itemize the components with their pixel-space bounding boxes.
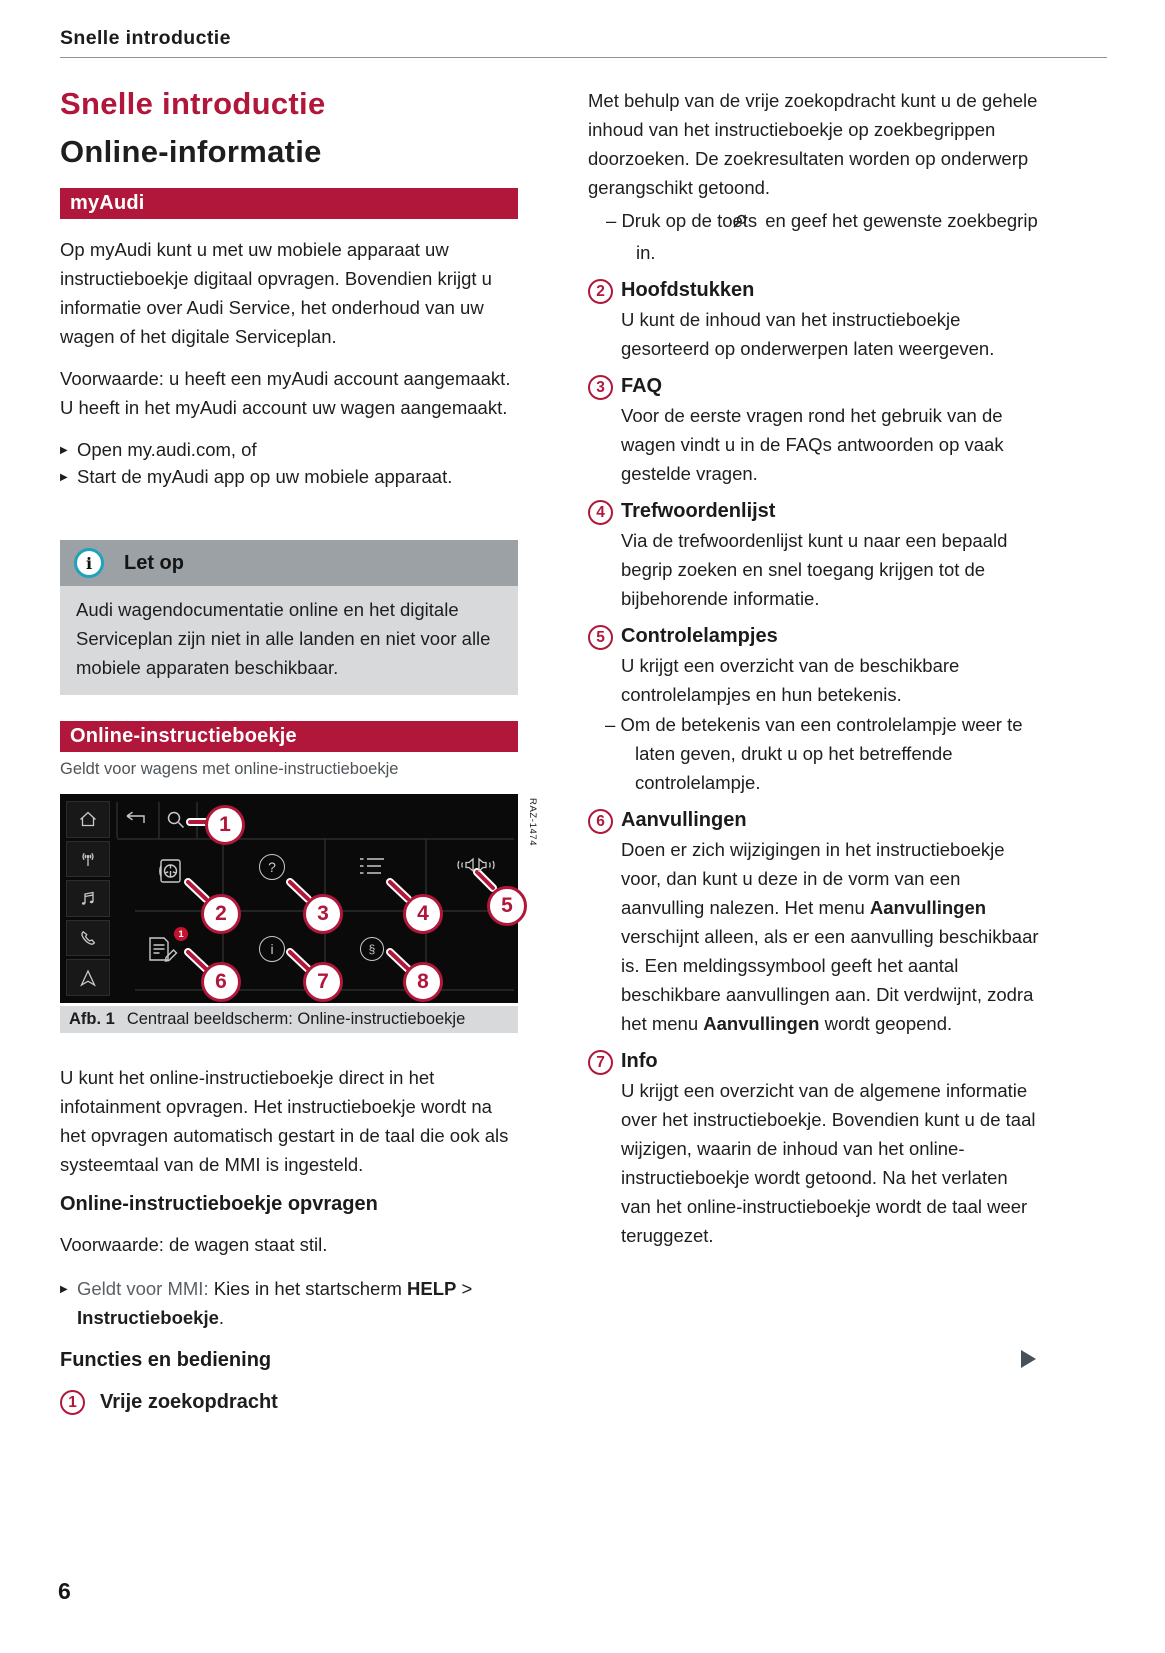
legend-body-7: U krijgt een overzicht van de algemene informatie over het instructieboekje. Bovendien kunt u de taal wijzigen, waarin de inhoud van het online-instructieboekje wordt getoond. Na het verlaten van het online-instructieboekje wordt de taal weer teruggezet. — [621, 1080, 1036, 1246]
callout-7: 7 — [303, 962, 343, 1002]
legend-title-6: Aanvullingen — [621, 809, 747, 831]
legend-number-3: 3 — [588, 375, 613, 400]
mmi-scope-label: Geldt voor MMI: — [77, 1278, 209, 1299]
legend-item-7 — [588, 1046, 1040, 1250]
left-column — [60, 86, 538, 1415]
paragraph-voorwaarde: Voorwaarde: u heeft een myAudi account aangemaakt. U heeft in het myAudi account uw wagen aangemaakt. — [60, 368, 511, 418]
legend-label-1: Vrije zoekopdracht — [100, 1391, 278, 1413]
bullet-item-start-app: ▶ Start de myAudi app op uw mobiele apparaat. — [60, 463, 518, 490]
figure-caption-text: Centraal beeldscherm: Online-instructieboekje — [126, 1010, 466, 1028]
page-number: 6 — [58, 1578, 71, 1604]
search-step — [588, 206, 1040, 267]
note-title: Let op — [124, 551, 184, 574]
menu-name-aanvullingen: Aanvullingen — [703, 1013, 820, 1034]
warning-lamps-icon — [456, 853, 496, 882]
callout-1: 1 — [205, 805, 245, 845]
menu-name-aanvullingen: Aanvullingen — [869, 897, 987, 918]
legend-body-2: U kunt de inhoud van het instructieboekje gesorteerd op onderwerpen laten weergeven. — [621, 309, 995, 359]
legend-number-1: 1 — [60, 1390, 85, 1415]
paragraph-myaudi: Op myAudi kunt u met uw mobiele apparaat uw instructieboekje digitaal opvragen. Bovendien krijgt u informatie over Audi Service, het onderhoud van uw wagen of het digitale Serviceplan. — [60, 239, 492, 347]
legend-number-7: 7 — [588, 1050, 613, 1075]
paragraph-direct: U kunt het online-instructieboekje direct in het infotainment opvragen. Het instructieboekje wordt na het opvragen automatisch gestart in de taal die ook als systeemtaal van de MMI is ingesteld. — [60, 1067, 509, 1175]
index-list-icon — [357, 854, 387, 883]
online-manual-banner: Online-instructieboekje — [60, 721, 518, 752]
body-6-text: wordt geopend. — [819, 1013, 953, 1034]
myaudi-banner: myAudi — [60, 188, 518, 219]
bullet-list — [60, 436, 518, 490]
callout-8: 8 — [403, 962, 443, 1002]
callout-3: 3 — [303, 894, 343, 934]
note-box — [60, 540, 518, 695]
info-menu-icon — [259, 936, 285, 962]
legend-item-5 — [588, 621, 1040, 797]
section-title: Snelle introductie — [60, 86, 326, 121]
figure-caption-label: Afb. 1 — [69, 1010, 115, 1028]
search-step-pre: Druk op de toets — [621, 210, 758, 231]
legend-title-2: Hoofdstukken — [621, 279, 755, 301]
search-icon — [164, 808, 188, 837]
legend-title-4: Trefwoordenlijst — [621, 500, 776, 522]
faq-icon — [259, 854, 285, 880]
legend-body-4: Via de trefwoordenlijst kunt u naar een bepaald begrip zoeken en snel toegang krijgen tot de bijbehorende informatie. — [621, 530, 1008, 609]
step-text: Kies in het startscherm — [208, 1278, 408, 1299]
callout-2: 2 — [201, 894, 241, 934]
step-period: . — [218, 1307, 225, 1328]
heading-functies: Functies en bediening — [60, 1349, 272, 1371]
callout-4: 4 — [403, 894, 443, 934]
header-rule — [60, 57, 1107, 58]
notification-badge: 1 — [174, 927, 188, 941]
mmi-step — [60, 1274, 518, 1332]
infotainment-screen — [60, 794, 518, 1003]
figure-ref-code: RAZ-1474 — [527, 798, 538, 847]
paragraph-stil: Voorwaarde: de wagen staat stil. — [60, 1234, 328, 1255]
body-6-text: Doen er zich wijzigingen in het instructieboekje voor, dan kunt u deze in de vorm van een aanvulling nalezen. Het menu — [621, 839, 1005, 918]
callout-6: 6 — [201, 962, 241, 1002]
legend-item-2 — [588, 275, 1040, 363]
legend-item-4 — [588, 496, 1040, 613]
search-step-post: en geef het gewenste zoekbegrip in. — [636, 210, 1038, 263]
legend-title-7: Info — [621, 1050, 658, 1072]
heading-opvragen: Online-instructieboekje opvragen — [60, 1193, 378, 1215]
question-glyph: ? — [268, 859, 276, 875]
legend-item-6 — [588, 805, 1040, 1038]
info-glyph: i — [270, 941, 274, 957]
note-body: Audi wagendocumentatie online en het digitale Serviceplan zijn niet in alle landen en niet voor alle mobiele apparaten beschikbaar. — [60, 586, 518, 695]
callout-5: 5 — [487, 886, 527, 926]
paragraph-search: Met behulp van de vrije zoekopdracht kunt u de gehele inhoud van het instructieboekje op zoekbegrippen doorzoeken. De zoekresultaten worden op onderwerp gerangschikt getoond. — [588, 90, 1038, 198]
applies-line: Geldt voor wagens met online-instructieboekje — [60, 760, 399, 778]
legend-number-4: 4 — [588, 500, 613, 525]
legend-body-3: Voor de eerste vragen rond het gebruik van de wagen vindt u in de FAQs antwoorden op vaak gestelde vragen. — [621, 405, 1004, 484]
legend-dash-5: – Om de betekenis van een controlelampje weer te laten geven, drukt u op het betreffende controlelampje. — [605, 710, 1040, 797]
menu-path-instructieboekje: Instructieboekje — [77, 1307, 219, 1328]
manual-book-icon — [153, 854, 187, 893]
step-separator: > — [456, 1278, 473, 1299]
bullet-item-open-myaudi: ▶ Open my.audi.com, of — [60, 436, 518, 463]
legend-number-5: 5 — [588, 625, 613, 650]
continuation-arrow-icon — [1021, 1350, 1036, 1368]
running-header: Snelle introductie — [60, 27, 231, 49]
legend-title-5: Controlelampjes — [621, 625, 778, 647]
supplements-doc-icon — [144, 928, 184, 970]
right-column — [588, 86, 1040, 1250]
figure-infotainment — [60, 794, 538, 1033]
legend-body-6 — [621, 835, 1040, 1038]
legend-item-1 — [60, 1390, 518, 1415]
legend-number-2: 2 — [588, 279, 613, 304]
legal-section-icon — [360, 937, 384, 961]
info-circle-icon — [74, 548, 104, 578]
legend-number-6: 6 — [588, 809, 613, 834]
subsection-title: Online-informatie — [60, 134, 322, 169]
paragraph-glyph: § — [368, 942, 376, 956]
figure-caption — [60, 1006, 518, 1033]
back-icon — [124, 810, 150, 833]
note-header — [60, 540, 518, 586]
legend-body-5: U krijgt een overzicht van de beschikbare controlelampjes en hun betekenis. — [621, 655, 960, 705]
info-icon-glyph: i — [85, 553, 93, 573]
body-6-text: verschijnt alleen, als er een aanvulling beschikbaar is. Een meldingssymbool geeft het aantal beschikbare aanvullingen aan. Dit verdwijnt, zodra het menu — [621, 926, 1039, 1034]
legend-item-3 — [588, 371, 1040, 488]
legend-title-3: FAQ — [621, 375, 663, 397]
menu-path-help: HELP — [407, 1278, 457, 1299]
